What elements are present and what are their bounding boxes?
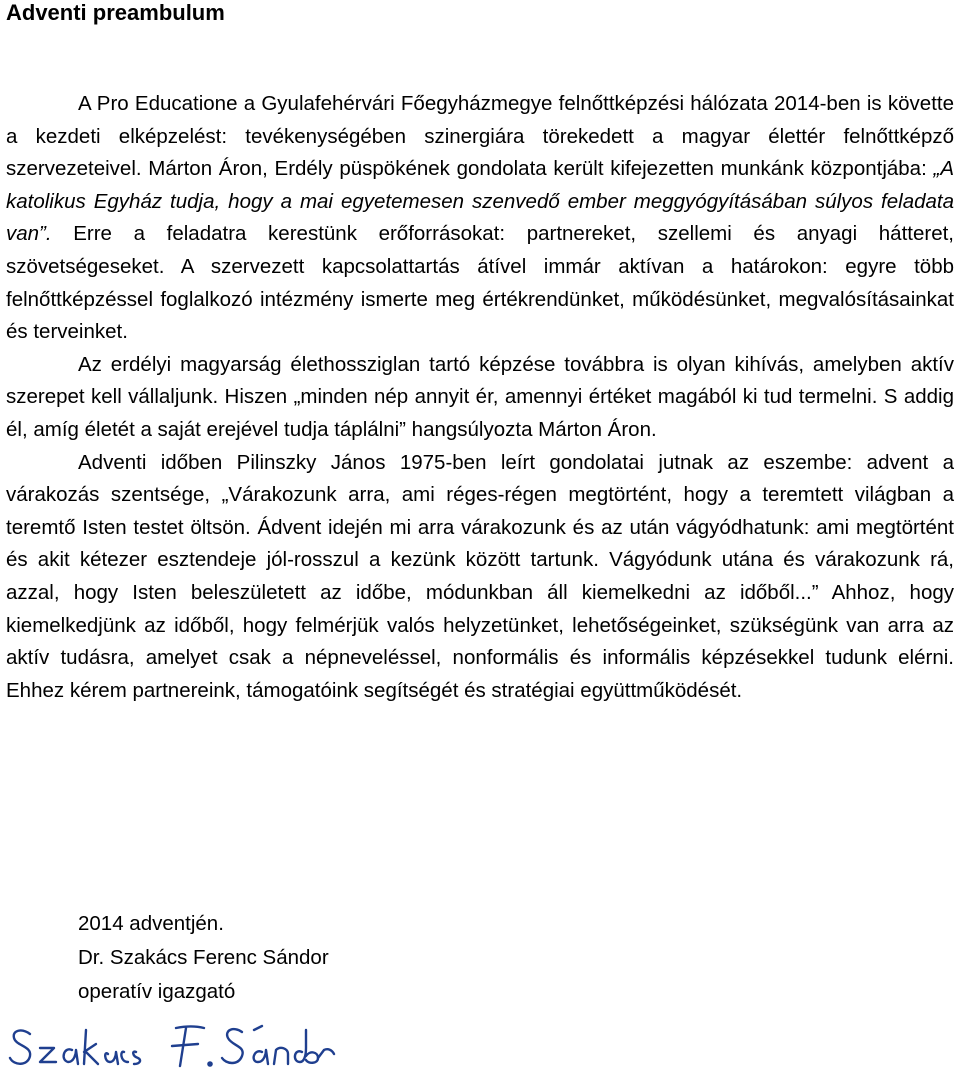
signature-image (0, 1012, 340, 1078)
paragraph-1-text-before: A Pro Educatione a Gyulafehérvári Főegyházmegye felnőttképzési hálózata 2014-ben is követte a kezdeti elképzelést: tevékenységében szinergiára törekedett a magyar élettér felnőttképző szervezeteivel. Márton Áron, Erdély püspökének gondolata került kifejezetten munkánk központjába: (6, 92, 954, 181)
paragraph-1-text-after: Erre a feladatra kerestünk erőforrásokat: partnereket, szellemi és anyagi hátteret, szövetségeseket. A szervezett kapcsolattartás átível immár aktívan a határokon: egyre több felnőttképzéssel foglalkozó intézmény ismerte meg értékrendünket, működésünket, megvalósításainkat és terveinket. (6, 222, 954, 344)
paragraph-2: Az erdélyi magyarság élethossziglan tartó képzése továbbra is olyan kihívás, amelyben aktív szerepet kell vállaljunk. Hiszen „minden nép annyit ér, amennyi értéket magából ki tud termelni. S addig él, amíg életét a saját erejével tudja táplálni” hangsúlyozta Márton Áron. (6, 352, 954, 441)
paragraph-3: Adventi időben Pilinszky János 1975-ben leírt gondolatai jutnak az eszembe: advent a várakozás szentsége, „Várakozunk arra, ami réges-régen megtörtént, hogy a teremtett világban a teremtő Isten testet öltsön. Ádvent idején mi arra várakozunk és az után vágyódhatunk: ami megtörtént és akit kétezer esztendeje jól-rosszul a kezünk között tartunk. Vágyódunk utána és várakozunk rá, azzal, hogy Isten beleszületett az időbe, módunkban áll kiemelkedni az időből...” Ahhoz, hogy kiemelkedjünk az időből, hogy felmérjük valós helyzetünket, lehetőségeinket, szükségünk van arra az aktív tudásra, amelyet csak a népneveléssel, nonformális és informális képzésekkel tudunk elérni. Ehhez kérem partnereink, támogatóink segítségét és stratégiai együttműködését. (6, 450, 954, 702)
paragraph-1-quote: „A katolikus Egyház tudja, hogy a mai egyetemesen szenvedő ember meggyógyításában súlyos feladata van”. (6, 157, 954, 246)
signoff-date: 2014 adventjén. (78, 912, 224, 935)
paragraph-1 (6, 88, 954, 349)
signoff-title: operatív igazgató (78, 980, 236, 1003)
signoff-block (78, 907, 329, 1009)
document-body (6, 88, 954, 707)
document-heading: Adventi preambulum (6, 0, 225, 25)
signoff-name: Dr. Szakács Ferenc Sándor (78, 946, 329, 969)
handwritten-signature (0, 1012, 340, 1078)
